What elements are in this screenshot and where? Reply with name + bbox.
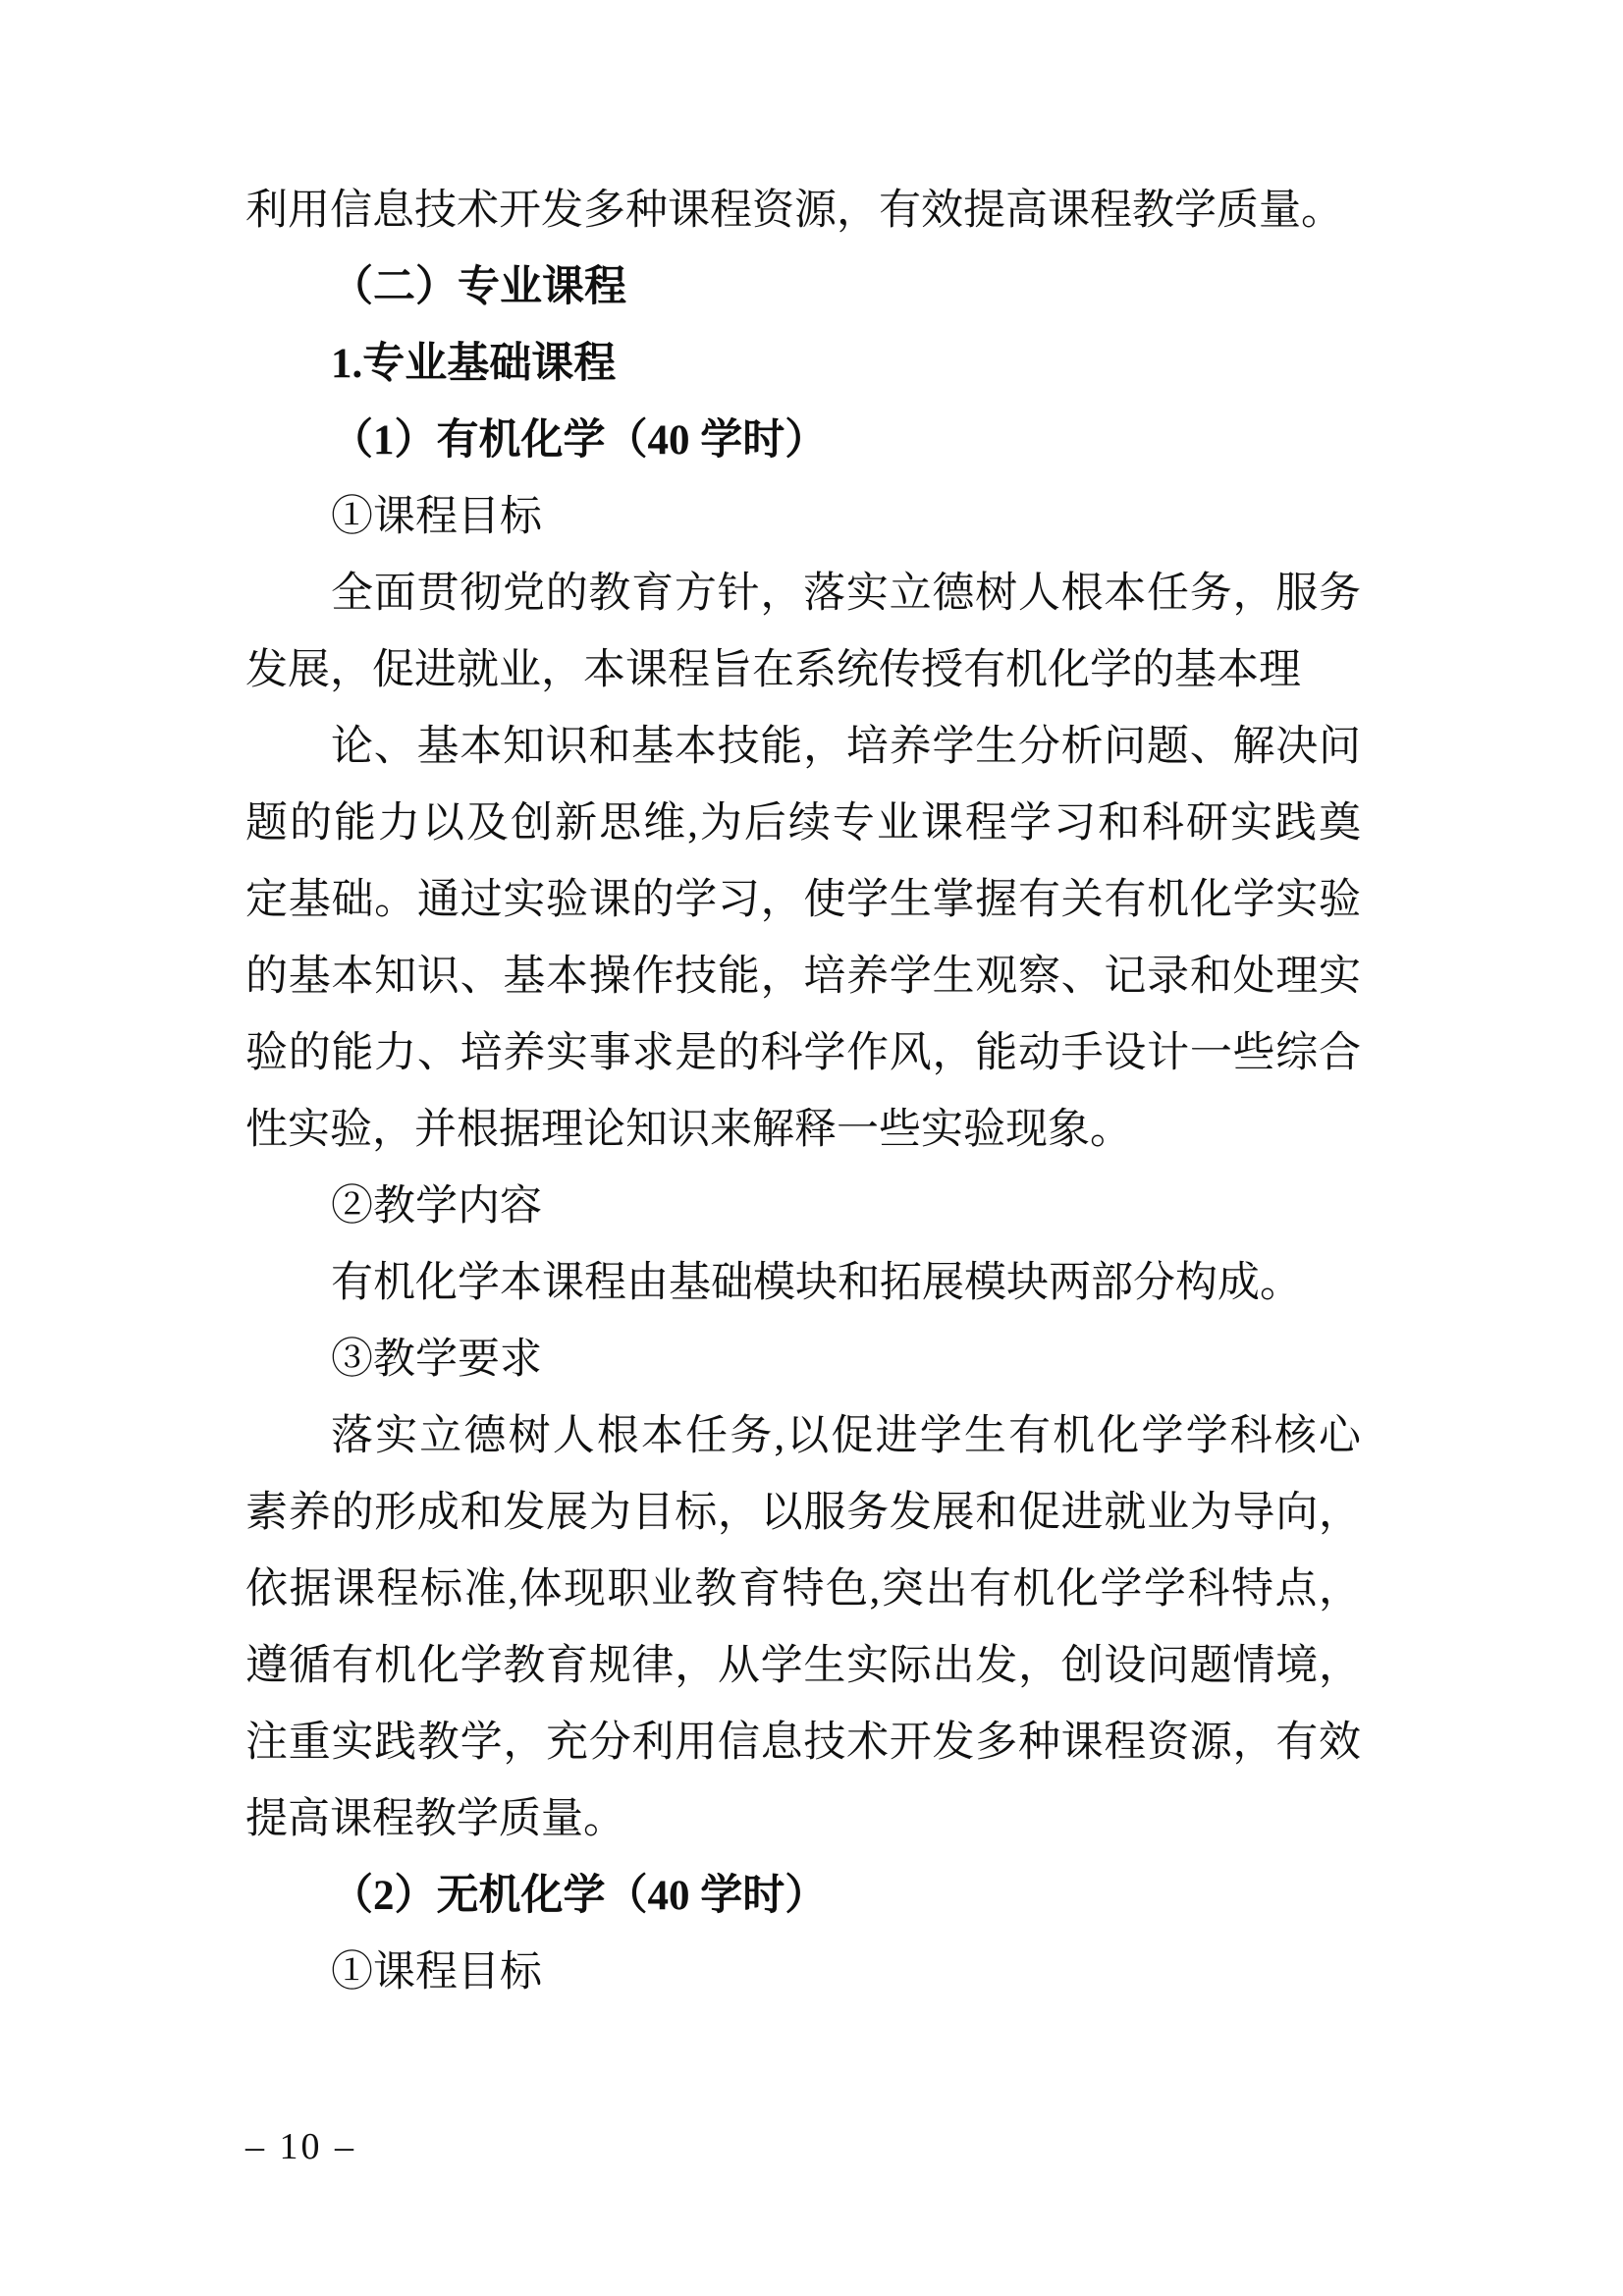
course-heading-organic-chemistry: （1）有机化学（40 学时） xyxy=(331,417,828,464)
body-line: 落实立德树人根本任务,以促进学生有机化学学科核心 xyxy=(331,1413,1361,1459)
subsection-heading-basic-courses: 1.专业基础课程 xyxy=(331,341,617,387)
item-teaching-requirements: ③教学要求 xyxy=(331,1337,542,1383)
body-line: 题的能力以及创新思维,为后续专业课程学习和科研实践奠 xyxy=(245,800,1361,847)
body-line: 的基本知识、基本操作技能，培养学生观察、记录和处理实 xyxy=(245,954,1361,1000)
item-course-objective: ①课程目标 xyxy=(331,494,542,540)
section-heading-major-courses: （二）专业课程 xyxy=(331,264,626,310)
body-line: 提高课程教学质量。 xyxy=(245,1796,625,1842)
body-line: 有机化学本课程由基础模块和拓展模块两部分构成。 xyxy=(331,1260,1302,1306)
course-heading-inorganic-chemistry: （2）无机化学（40 学时） xyxy=(331,1873,828,1919)
document-body xyxy=(245,173,1361,2011)
body-line: 全面贯彻党的教育方针，落实立德树人根本任务，服务 xyxy=(331,571,1361,617)
body-line: 素养的形成和发展为目标，以服务发展和促进就业为导向， xyxy=(245,1490,1361,1536)
item-course-objective: ①课程目标 xyxy=(331,1949,542,1995)
page-number: – 10 – xyxy=(245,2126,356,2167)
body-line: 注重实践教学，充分利用信息技术开发多种课程资源，有效 xyxy=(245,1720,1361,1766)
body-line: 定基础。通过实验课的学习，使学生掌握有关有机化学实验 xyxy=(245,877,1361,923)
item-teaching-content: ②教学内容 xyxy=(331,1183,542,1230)
body-line: 遵循有机化学教育规律，从学生实际出发，创设问题情境， xyxy=(245,1643,1361,1689)
body-line: 发展，促进就业，本课程旨在系统传授有机化学的基本理 xyxy=(245,647,1301,693)
body-line: 论、基本知识和基本技能，培养学生分析问题、解决问 xyxy=(331,724,1361,770)
body-line-continued: 利用信息技术开发多种课程资源，有效提高课程教学质量。 xyxy=(245,188,1343,234)
body-line: 依据课程标准,体现职业教育特色,突出有机化学学科特点， xyxy=(245,1566,1361,1613)
body-line: 验的能力、培养实事求是的科学作风，能动手设计一些综合 xyxy=(245,1030,1361,1076)
body-line: 性实验，并根据理论知识来解释一些实验现象。 xyxy=(245,1107,1132,1153)
